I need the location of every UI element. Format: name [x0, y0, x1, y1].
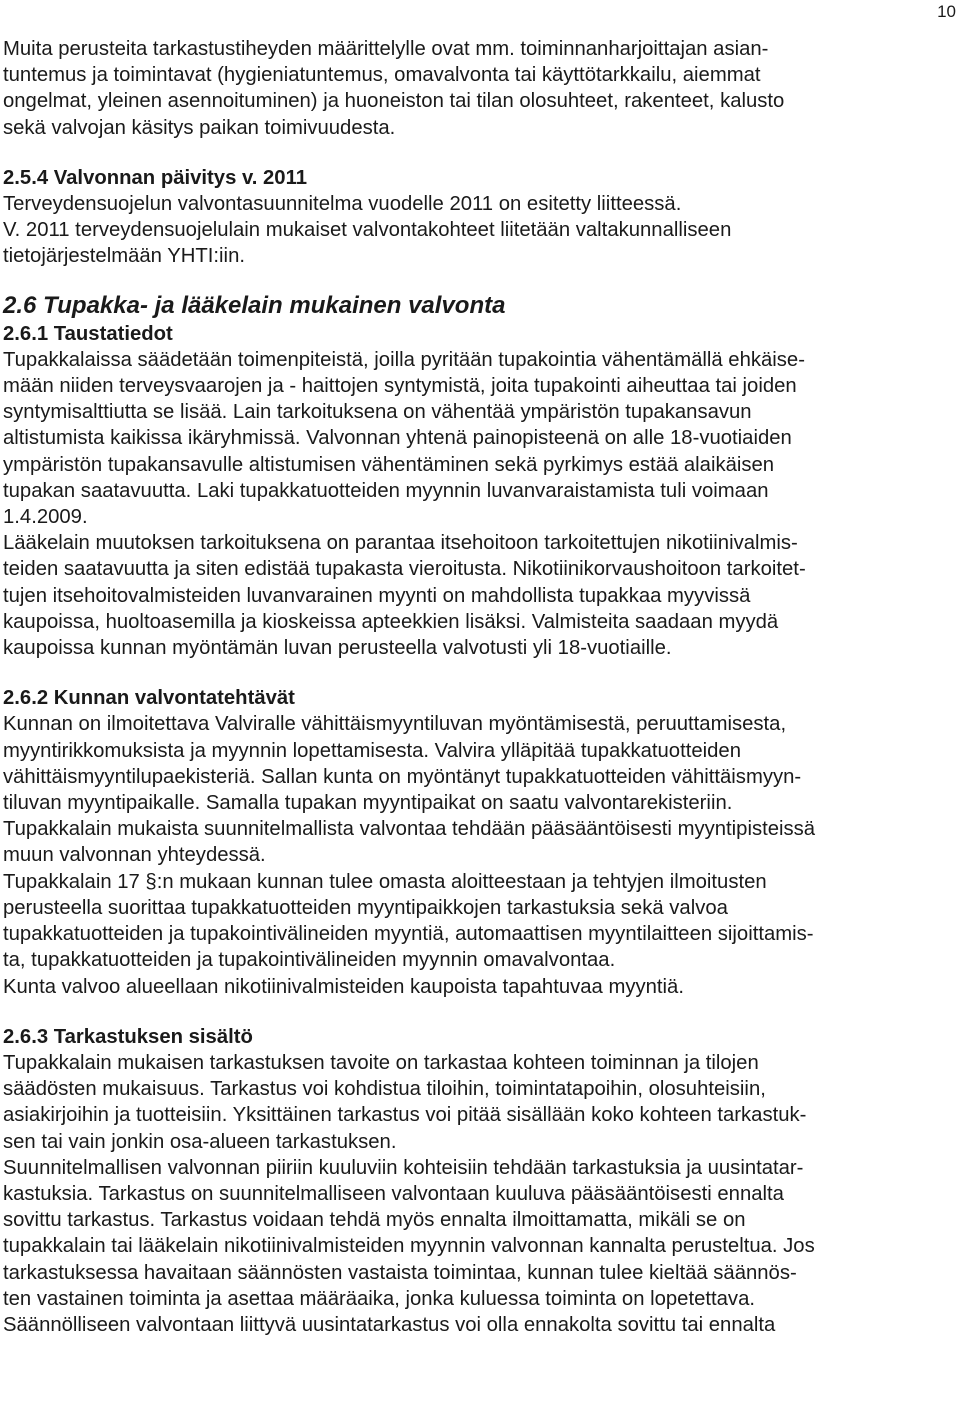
text-line: tiluvan myyntipaikalle. Samalla tupakan myyntipaikat on saatu valvontarekisteriin.	[3, 792, 733, 815]
text-line: ten vastainen toiminta ja asettaa määräaika, jonka kuluessa toiminta on lopetettava.	[3, 1287, 755, 1310]
text-line: mään niiden terveysvaarojen ja - haittojen syntymistä, joita tupakointi aiheuttaa tai joiden	[3, 375, 797, 398]
text-line: Tupakkalain 17 §:n mukaan kunnan tulee omasta aloitteestaan ja tehtyjen ilmoitusten	[3, 870, 767, 893]
text-line: syntymisalttiutta se lisää. Lain tarkoituksena on vähentää ympäristön tupakansavun	[3, 401, 752, 424]
intro-paragraph	[3, 36, 953, 141]
text-line: kastuksia. Tarkastus on suunnitelmalliseen valvontaan kuuluva pääsääntöisesti ennalta	[3, 1182, 784, 1205]
text-line: tietojärjestelmään YHTI:iin.	[3, 245, 245, 268]
text-line: Tupakkalaissa säädetään toimenpiteistä, joilla pyritään tupakointia vähentämällä ehkäise-	[3, 348, 805, 371]
text-line: tujen itsehoitovalmisteiden luvanvarainen myynti on mahdollista tupakkaa myyvissä	[3, 584, 751, 607]
page-number: 10	[937, 2, 956, 21]
text-line: ympäristön tupakansavulle altistumisen vähentäminen sekä pyrkimys estää alaikäisen	[3, 453, 775, 476]
text-line: Lääkelain muutoksen tarkoituksena on parantaa itsehoitoon tarkoitettujen nikotiinivalmis-	[3, 532, 798, 555]
text-line: asiakirjoihin ja tuotteisiin. Yksittäinen tarkastus voi pitää sisällään koko kohteen tarkastuk-	[3, 1104, 807, 1127]
text-line: perusteella suorittaa tupakkatuotteiden myyntipaikkojen tarkastuksia sekä valvoa	[3, 896, 728, 919]
text-line: kaupoissa kunnan myöntämän luvan perusteella valvotusti yli 18-vuotiaille.	[3, 637, 672, 660]
text-line: teiden saatavuutta ja siten edistää tupakasta vieroitusta. Nikotiinikorvaushoitoon tarkoitet-	[3, 558, 806, 581]
section-2-6-3-paragraph	[3, 1050, 953, 1338]
text-line: Kunta valvoo alueellaan nikotiinivalmisteiden kaupoista tapahtuvaa myyntiä.	[3, 975, 684, 998]
section-heading-2-5-4: 2.5.4 Valvonnan päivitys v. 2011	[3, 166, 308, 189]
text-line: muun valvonnan yhteydessä.	[3, 844, 266, 867]
text-line: kaupoissa, huoltoasemilla ja kioskeissa apteekkien lisäksi. Valmisteita saadaan myydä	[3, 610, 779, 633]
text-line: Tupakkalain mukaista suunnitelmallista valvontaa tehdään pääsääntöisesti myyntipisteissä	[3, 818, 816, 841]
text-line: Suunnitelmallisen valvonnan piiriin kuuluviin kohteisiin tehdään tarkastuksia ja uusintatar-	[3, 1156, 804, 1179]
text-line: tupakkatuotteiden ja tupakointivälineiden myyntiä, automaattisen myyntilaitteen sijoittamis-	[3, 923, 814, 946]
text-line: ongelmat, yleinen asennoituminen) ja huoneiston tai tilan olosuhteet, rakenteet, kalusto	[3, 90, 785, 113]
text-line: myyntirikkomuksista ja myynnin lopettamisesta. Valvira ylläpitää tupakkatuotteiden	[3, 739, 741, 762]
section-2-6-2-paragraph	[3, 711, 953, 999]
text-line: tarkastuksessa havaitaan säännösten vastaista toimintaa, kunnan tulee kieltää säännös-	[3, 1261, 797, 1284]
text-line: sekä valvojan käsitys paikan toimivuudesta.	[3, 116, 396, 139]
text-line: vähittäismyyntilupaekisteriä. Sallan kunta on myöntänyt tupakkatuotteiden vähittäismyyn-	[3, 765, 802, 788]
section-heading-2-6: 2.6 Tupakka- ja lääkelain mukainen valvonta	[3, 291, 506, 319]
section-2-5-4-paragraph	[3, 191, 953, 270]
section-2-6-1-paragraph	[3, 347, 953, 661]
text-line: tupakkalain tai lääkelain nikotiinivalmisteiden myynnin valvonnan kannalta perusteltua. Jos	[3, 1235, 815, 1258]
section-heading-2-6-3: 2.6.3 Tarkastuksen sisältö	[3, 1025, 253, 1048]
text-line: Säännölliseen valvontaan liittyvä uusintatarkastus voi olla ennakolta sovittu tai ennalta	[3, 1313, 776, 1336]
text-line: tupakan saatavuutta. Laki tupakkatuotteiden myynnin luvanvaraistamista tuli voimaan	[3, 479, 769, 502]
text-line: Kunnan on ilmoitettava Valviralle vähittäismyyntiluvan myöntämisestä, peruuttamisesta,	[3, 713, 787, 736]
text-line: altistumista kaikissa ikäryhmissä. Valvonnan yhtenä painopisteenä on alle 18-vuotiaiden	[3, 427, 792, 450]
text-line: ta, tupakkatuotteiden ja tupakointivälineiden myynnin omavalvontaa.	[3, 949, 616, 972]
text-line: säädösten mukaisuus. Tarkastus voi kohdistua tiloihin, toimintatapoihin, olosuhteisiin,	[3, 1078, 766, 1101]
text-line: sen tai vain jonkin osa-alueen tarkastuksen.	[3, 1130, 397, 1153]
text-line: Terveydensuojelun valvontasuunnitelma vuodelle 2011 on esitetty liitteessä.	[3, 193, 682, 216]
text-line: tuntemus ja toimintavat (hygieniatuntemus, omavalvonta tai käyttötarkkailu, aiemmat	[3, 64, 761, 87]
text-line: Tupakkalain mukaisen tarkastuksen tavoite on tarkastaa kohteen toiminnan ja tilojen	[3, 1051, 759, 1074]
text-line: sovittu tarkastus. Tarkastus voidaan tehdä myös ennalta ilmoittamatta, mikäli se on	[3, 1209, 746, 1232]
text-line: V. 2011 terveydensuojelulain mukaiset valvontakohteet liitetään valtakunnalliseen	[3, 219, 732, 242]
section-heading-2-6-2: 2.6.2 Kunnan valvontatehtävät	[3, 687, 295, 710]
text-line: 1.4.2009.	[3, 506, 88, 529]
text-line: Muita perusteita tarkastustiheyden määrittelylle ovat mm. toiminnanharjoittajan asian-	[3, 38, 769, 60]
section-heading-2-6-1: 2.6.1 Taustatiedot	[3, 322, 173, 345]
document-body	[3, 36, 953, 1338]
